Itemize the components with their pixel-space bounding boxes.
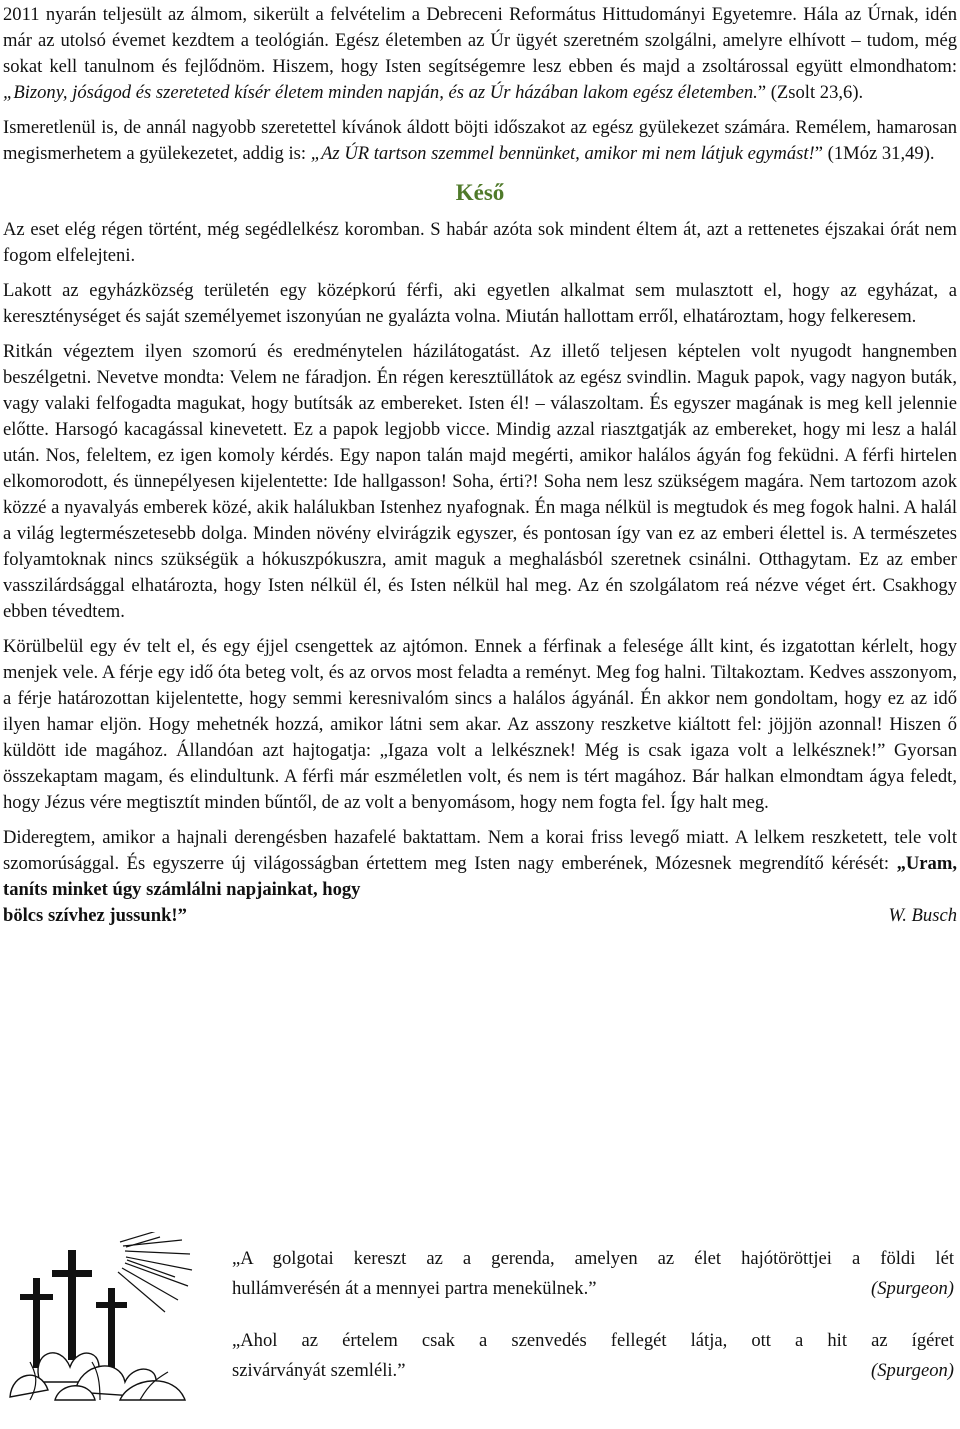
intro-text-2: Ismeretlenül is, de annál nagyobb szeretettel kívánok áldott böjti időszakot az egész gyülekezet számára. Remélem, hamarosan megismerhetem a gyülekezetet, addig is: xyxy=(3,117,957,164)
quote-2-text-end: szivárványát szemléli.” xyxy=(232,1360,406,1381)
quote-1 xyxy=(232,1244,954,1304)
intro-paragraph-1 xyxy=(3,2,957,106)
closing-line xyxy=(3,903,957,929)
genesis-quote: „Az ÚR tartson szemmel bennünket, amikor mi nem látjuk egymást! xyxy=(310,143,815,164)
quote-1-text-end: hullámverésén át a mennyei partra menekülnek.” xyxy=(232,1278,597,1299)
genesis-reference: ” (1Móz 31,49). xyxy=(814,143,935,164)
quote-2 xyxy=(232,1326,954,1386)
quote-2-author: (Spurgeon) xyxy=(871,1360,954,1381)
quote-2-last-line xyxy=(232,1356,954,1386)
moses-prayer-end: bölcs szívhez jussunk!” xyxy=(3,905,187,926)
quote-1-last-line xyxy=(232,1274,954,1304)
psalm-reference: ” (Zsolt 23,6). xyxy=(757,82,864,103)
story-text-5: Dideregtem, amikor a hajnali derengésben hazafelé baktattam. Nem a korai friss levegő miatt. A lelkem reszketett, tele volt szomorúsággal. És egyszerre új világosságban értettem meg Isten nagy emberének, Mózesnek megrendítő kérését: xyxy=(3,827,957,874)
psalm-quote: „Bizony, jóságod és szereteted kísér életem minden napján, és az Úr házában lakom egész életemben. xyxy=(3,82,758,103)
quotes-section xyxy=(0,1232,954,1422)
author-signature: W. Busch xyxy=(888,905,957,926)
intro-text: 2011 nyarán teljesült az álmom, sikerült a felvételim a Debreceni Református Hittudományi Egyetemre. Hála az Úrnak, idén már az utolsó évemet kezdtem a teológián. Egész életemben az Úr ügyét szeretném szolgálni, amelyre elhívott – tudom, még sokat kell tanulnom és fejlődnöm. Hiszem, hogy Isten segítségemre lesz ebben és majd a zsoltárossal együtt elmondhatom: xyxy=(3,4,957,77)
quote-2-text: „Ahol az értelem csak a szenvedés fellegét látja, ott a hit az ígéret xyxy=(232,1330,954,1351)
story-heading: Késő xyxy=(455,180,505,205)
moses-prayer: „Uram, taníts minket úgy számlálni napjainkat, hogy xyxy=(3,853,957,900)
story-paragraph-3: Ritkán végeztem ilyen szomorú és eredménytelen házilátogatást. Az illető teljesen képtelen volt nyugodt hangnemben beszélgetni. Nevetve mondta: Velem ne fáradjon. Én régen keresztüllátok az egész svindlin. Maguk papok, vagy nagyon buták, vagy valaki felfogadta magukat, hogy butítsák az embereket. Isten él! – válaszoltam. És egyszer magának is meg kell jelennie előtte. Harsogó kacagással kinevetett. Ez a papok legjobb vicce. Mindig azzal riasztgatják az embereket, hogy mi lesz a halál után. Nos, feleltem, ez igen komoly kérdés. Egy napon talán majd megérti, amikor halálos ágyán fog feküdni. A férfi hirtelen elkomorodott, és ünnepélyesen kijelentette: Ide hallgasson! Soha, érti?! Soha nem lesz szükségem magára. Nem tartozom azok közzé a nyavalyás emberek közé, akik halálukban Istenhez nyafognak. Én maga nélkül is megtudok és meg fogok halni. A halál a világ legtermészetesebb dolga. Minden növény elvirágzik egyszer, és pontosan így van ez az emberi élettel is. A természetes folyamtoknak nincs szükségük a hókuszpókuszra, amit maguk a meghalásból szeretnek csinálni. Otthagytam. Ez az ember vasszilárdsággal elhatározta, hogy Isten nélkül él, és Isten nélkül hal meg. Az én szolgálatom reá nézve véget ért. Csakhogy ebben tévedtem. xyxy=(3,341,957,622)
quote-1-author: (Spurgeon) xyxy=(871,1278,954,1299)
crosses-lilies-sunburst-icon xyxy=(0,1232,200,1402)
story-paragraph-1: Az eset elég régen történt, még segédlelkész koromban. S habár azóta sok mindent éltem át, azt a rettenetes éjszakai órát nem fogom elfelejteni. xyxy=(3,219,957,266)
story-paragraph-5 xyxy=(3,825,957,903)
story-paragraph-2: Lakott az egyházközség területén egy középkorú férfi, aki egyetlen alkalmat sem mulasztott el, hogy az egyházat, a kereszténységet és saját személyemet iszonyúan ne gyalázta volna. Miután hallottam erről, elhatároztam, hogy felkeresem. xyxy=(3,280,957,327)
page-content xyxy=(3,0,957,929)
intro-paragraph-2 xyxy=(3,115,957,167)
story-paragraph-4: Körülbelül egy év telt el, és egy éjjel csengettek az ajtómon. Ennek a férfinak a felesége állt kint, és izgatottan kérlelt, hogy menjek vele. A férje egy idő óta beteg volt, és az orvos most feladta a reményt. Meg fog halni. Tiltakoztam. Kedves asszonyom, a férje határozottan kijelentette, hogy semmi keresnivalóm sincs a halálos ágyánál. Én akkor nem gondoltam, hogy ez az idő ilyen hamar eljön. Hogy mehetnék hozzá, amikor látni sem akar. Az asszony reszketve kiáltott fel: jöjjön azonnal! Hiszen ő küldött ide magához. Állandóan azt hajtogatja: „Igaza volt a lelkésznek! Még is csak igaza volt a lelkésznek!” Gyorsan összekaptam magam, és elindultunk. A férfi már eszméletlen volt, és nem is tért magához. Bár halkan elmondtam ágya feledt, hogy Jézus vére megtisztít minden bűntől, de az volt a benyomásom, hogy nem fogta fel. Így halt meg. xyxy=(3,636,957,813)
quote-1-text: „A golgotai kereszt az a gerenda, amelyen az élet hajótöröttjei a földi lét xyxy=(232,1248,954,1269)
